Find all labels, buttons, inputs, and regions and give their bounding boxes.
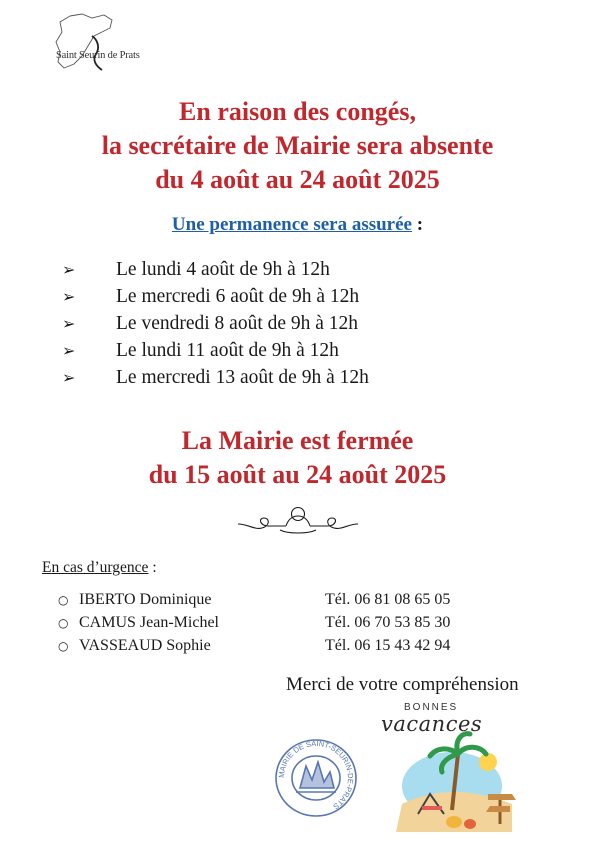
schedule-item xyxy=(62,310,369,337)
contact-phone: Tél. 06 15 43 42 94 xyxy=(325,636,451,654)
beach-illustration-icon xyxy=(392,724,524,832)
schedule-item xyxy=(62,256,369,283)
commune-name: Saint Seurin de Prats xyxy=(56,50,140,61)
arrow-bullet-icon: ➢ xyxy=(62,287,76,306)
closure-line: du 15 août au 24 août 2025 xyxy=(148,460,447,489)
permanence-label: Une permanence sera assurée xyxy=(171,214,412,235)
schedule-text: Le mercredi 13 août de 9h à 12h xyxy=(116,366,369,388)
permanence-colon: : xyxy=(412,214,424,235)
circle-bullet-icon: ○ xyxy=(58,638,69,653)
absence-announcement xyxy=(0,95,595,197)
stamp-text: MAIRIE DE SAINT-SEURIN-DE-PRATS xyxy=(276,738,356,812)
ornament-divider-icon xyxy=(236,506,360,536)
commune-map-outline-icon xyxy=(52,12,172,74)
schedule-item xyxy=(62,364,369,391)
emergency-contacts xyxy=(58,588,450,657)
contact-phone: Tél. 06 70 53 85 30 xyxy=(325,613,451,631)
holiday-line-2: vacances xyxy=(381,712,483,736)
contact-phone: Tél. 06 81 08 65 05 xyxy=(325,590,451,608)
contact-item xyxy=(58,611,450,634)
urgency-title xyxy=(42,559,157,577)
contact-item xyxy=(58,634,450,657)
contact-name: IBERTO Dominique xyxy=(79,590,212,608)
contact-name: CAMUS Jean-Michel xyxy=(79,613,219,631)
closure-announcement xyxy=(0,424,595,492)
contact-name: VASSEAUD Sophie xyxy=(79,636,211,654)
circle-bullet-icon: ○ xyxy=(58,615,69,630)
schedule-text: Le lundi 11 août de 9h à 12h xyxy=(116,339,339,361)
commune-logo xyxy=(52,12,172,74)
closure-line: La Mairie est fermée xyxy=(181,426,414,455)
permanence-schedule xyxy=(62,256,369,391)
circle-bullet-icon: ○ xyxy=(58,592,69,607)
contact-item xyxy=(58,588,450,611)
permanence-title xyxy=(0,214,595,236)
arrow-bullet-icon: ➢ xyxy=(62,314,76,333)
schedule-item xyxy=(62,337,369,364)
schedule-text: Le mercredi 6 août de 9h à 12h xyxy=(116,285,360,307)
schedule-text: Le vendredi 8 août de 9h à 12h xyxy=(116,312,359,334)
urgency-label: En cas d’urgence xyxy=(42,559,149,576)
thanks-message: Merci de votre compréhension xyxy=(286,674,519,695)
announcement-line: la secrétaire de Mairie sera absente xyxy=(101,131,494,160)
urgency-colon: : xyxy=(148,559,157,576)
holiday-line-1: BONNES xyxy=(404,702,459,713)
arrow-bullet-icon: ➢ xyxy=(62,341,76,360)
mairie-stamp-icon xyxy=(266,732,366,822)
announcement-line: du 4 août au 24 août 2025 xyxy=(155,165,440,194)
arrow-bullet-icon: ➢ xyxy=(62,260,76,279)
schedule-item xyxy=(62,283,369,310)
schedule-text: Le lundi 4 août de 9h à 12h xyxy=(116,258,330,280)
arrow-bullet-icon: ➢ xyxy=(62,368,76,387)
announcement-line: En raison des congés, xyxy=(179,97,416,126)
